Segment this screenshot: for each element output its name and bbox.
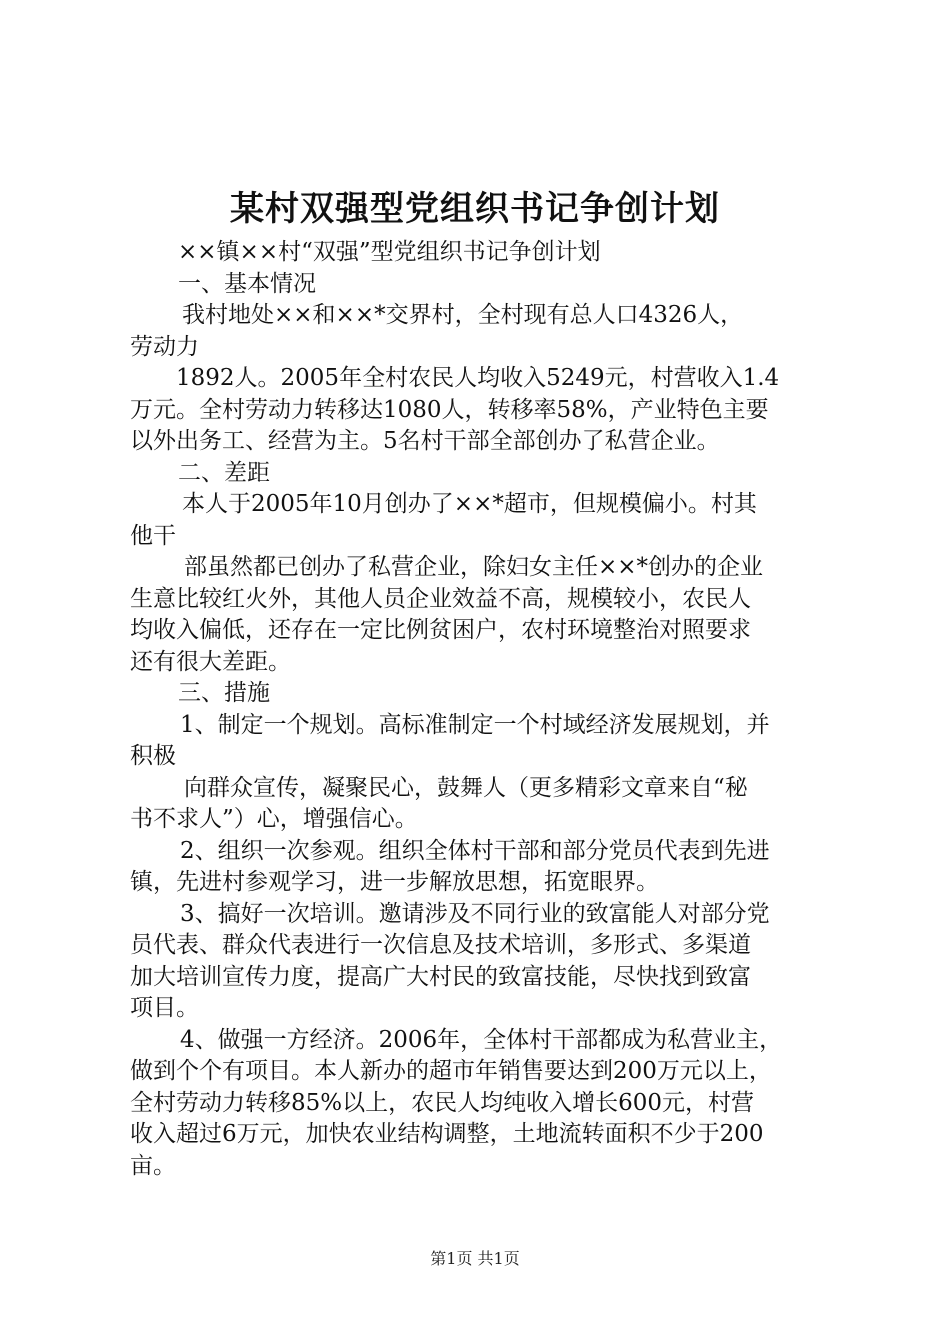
paragraph-line: 均收入偏低，还存在一定比例贫困户，农村环境整治对照要求 (130, 617, 751, 643)
paragraph-line: 本人于2005年10月创办了××*超市，但规模偏小。村其 (182, 491, 757, 517)
paragraph-line: 员代表、群众代表进行一次信息及技术培训，多形式、多渠道 (130, 932, 751, 958)
section-heading: 一、基本情况 (178, 270, 316, 297)
paragraph-line: 4、做强一方经济。2006年，全体村干部都成为私营业主， (180, 1026, 783, 1053)
paragraph-line: 向群众宣传，凝聚民心，鼓舞人（更多精彩文章来自“秘 (184, 774, 748, 801)
paragraph-line: 部虽然都已创办了私营企业，除妇女主任××*创办的企业 (184, 554, 764, 580)
paragraph-line: 收入超过6万元，加快农业结构调整，土地流转面积不少于200 (130, 1121, 764, 1147)
subtitle-line: ××镇××村“双强”型党组织书记争创计划 (178, 239, 601, 265)
document-title: 某村双强型党组织书记争创计划 (230, 189, 720, 229)
paragraph-line: 做到个个有项目。本人新办的超市年销售要达到200万元以上， (130, 1058, 772, 1084)
paragraph-line: 镇，先进村参观学习，进一步解放思想，拓宽眼界。 (130, 869, 659, 895)
paragraph-line: 3、搞好一次培训。邀请涉及不同行业的致富能人对部分党 (180, 900, 770, 927)
paragraph-line: 加大培训宣传力度，提高广大村民的致富技能，尽快找到致富 (130, 963, 751, 990)
section-heading: 三、措施 (178, 680, 270, 706)
paragraph-line: 2、组织一次参观。组织全体村干部和部分党员代表到先进 (180, 837, 770, 864)
paragraph-line: 书不求人”）心，增强信心。 (130, 806, 418, 832)
page-number: 第1页 共1页 (430, 1249, 520, 1268)
document-body (130, 237, 830, 1182)
paragraph-line: 以外出务工、经营为主。5名村干部全部创办了私营企业。 (130, 428, 720, 454)
paragraph-line: 万元。全村劳动力转移达1080人，转移率58%，产业特色主要 (130, 396, 769, 423)
paragraph-line: 还有很大差距。 (130, 648, 291, 675)
paragraph-line: 劳动力 (130, 333, 199, 360)
paragraph-line: 项目。 (130, 995, 199, 1021)
paragraph-line: 1892人。2005年全村农民人均收入5249元，村营收入1.4 (176, 365, 780, 391)
paragraph-line: 我村地处××和××*交界村，全村现有总人口4326人， (182, 302, 744, 328)
paragraph-line: 1、制定一个规划。高标准制定一个村域经济发展规划，并 (180, 711, 770, 738)
section-heading: 二、差距 (178, 459, 270, 486)
paragraph-line: 积极 (130, 743, 176, 769)
paragraph-line: 他干 (130, 522, 176, 549)
paragraph-line: 亩。 (130, 1152, 176, 1179)
paragraph-line: 全村劳动力转移85%以上，农民人均纯收入增长600元，村营 (130, 1089, 755, 1116)
paragraph-line: 生意比较红火外，其他人员企业效益不高，规模较小，农民人 (130, 585, 751, 612)
